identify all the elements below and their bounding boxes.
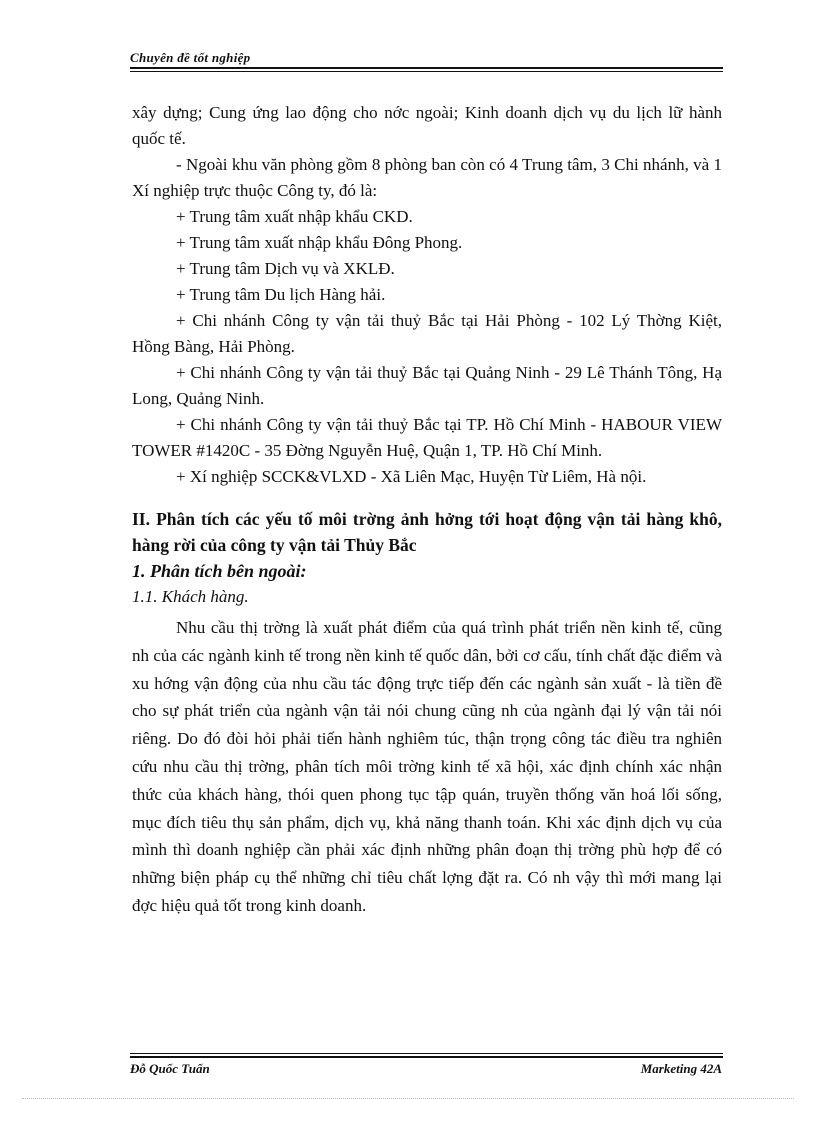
header-rule-thin [130, 71, 723, 72]
subsubsection-heading: 1.1. Khách hàng. [132, 587, 249, 606]
unit-item: + Trung tâm xuất nhập khẩu Đông Phong. [176, 233, 463, 252]
unit-item: + Chi nhánh Công ty vận tải thuỷ Bắc tại Hải Phòng - 102 Lý Thờng Kiệt, Hồng Bàng, Hải Phòng. [132, 311, 722, 356]
document-body [132, 100, 722, 920]
header-title: Chuyên đề tốt nghiệp [130, 50, 251, 65]
unit-item: + Chi nhánh Công ty vận tải thuỷ Bắc tại TP. Hồ Chí Minh - HABOUR VIEW TOWER #1420C - 35 Đờng Nguyễn Huệ, Quận 1, TP. Hồ Chí Minh. [132, 415, 722, 460]
unit-item: + Trung tâm Du lịch Hàng hải. [176, 285, 386, 304]
section-heading: II. Phân tích các yếu tố môi trờng ảnh hởng tới hoạt động vận tải hàng khô, hàng rời của công ty vận tải Thủy Bắc [132, 509, 722, 555]
subsection-heading: 1. Phân tích bên ngoài: [132, 561, 307, 581]
unit-item: + Xí nghiệp SCCK&VLXD - Xã Liên Mạc, Huyện Từ Liêm, Hà nội. [176, 467, 647, 486]
footer-author: Đỗ Quốc Tuấn [130, 1061, 210, 1076]
footer-class: Marketing 42A [640, 1061, 722, 1076]
intro-line: xây dựng; Cung ứng lao động cho nớc ngoài; Kinh doanh dịch vụ du lịch lữ hành quốc tế. [132, 103, 722, 148]
header-rule [130, 67, 723, 69]
unit-item: + Trung tâm xuất nhập khẩu CKD. [176, 207, 413, 226]
spacer [132, 490, 722, 506]
intro-paragraph: - Ngoài khu văn phòng gồm 8 phòng ban còn có 4 Trung tâm, 3 Chi nhánh, và 1 Xí nghiệp trực thuộc Công ty, đó là: [132, 155, 722, 200]
footer-rule [130, 1056, 723, 1058]
footer-rule-thin [130, 1053, 723, 1054]
unit-item: + Trung tâm Dịch vụ và XKLĐ. [176, 259, 395, 278]
body-paragraph: Nhu cầu thị trờng là xuất phát điểm của quá trình phát triển nền kinh tế, cũng nh của các ngành kinh tế trong nền kinh tế quốc dân, bởi cơ cấu, tính chất đặc điểm và xu hớng vận động của nhu cầu tác động trực tiếp đến các ngành sản xuất - là tiền đề cho sự phát triển của ngành vận tải nói chung cũng nh của ngành đại lý vận tải nói riêng. Do đó đòi hỏi phải tiến hành nghiêm túc, thận trọng công tác điều tra nghiên cứu nhu cầu thị trờng, phân tích môi trờng kinh tế xã hội, xác định chính xác nhận thức của khách hàng, thói quen phong tục tập quán, truyền thống văn hoá lối sống, mục đích tiêu thụ sản phẩm, dịch vụ, khả năng thanh toán. Khi xác định dịch vụ của mình thì doanh nghiệp cần phải xác định những phân đoạn thị trờng phù hợp để có những biện pháp cụ thể những chỉ tiêu chất lợng đặt ra. Có nh vậy thì mới mang lại đợc hiệu quả tốt trong kinh doanh. [132, 618, 722, 915]
unit-item: + Chi nhánh Công ty vận tải thuỷ Bắc tại Quảng Ninh - 29 Lê Thánh Tông, Hạ Long, Quảng Ninh. [132, 363, 722, 408]
page-edge-dotted-line [22, 1098, 794, 1099]
